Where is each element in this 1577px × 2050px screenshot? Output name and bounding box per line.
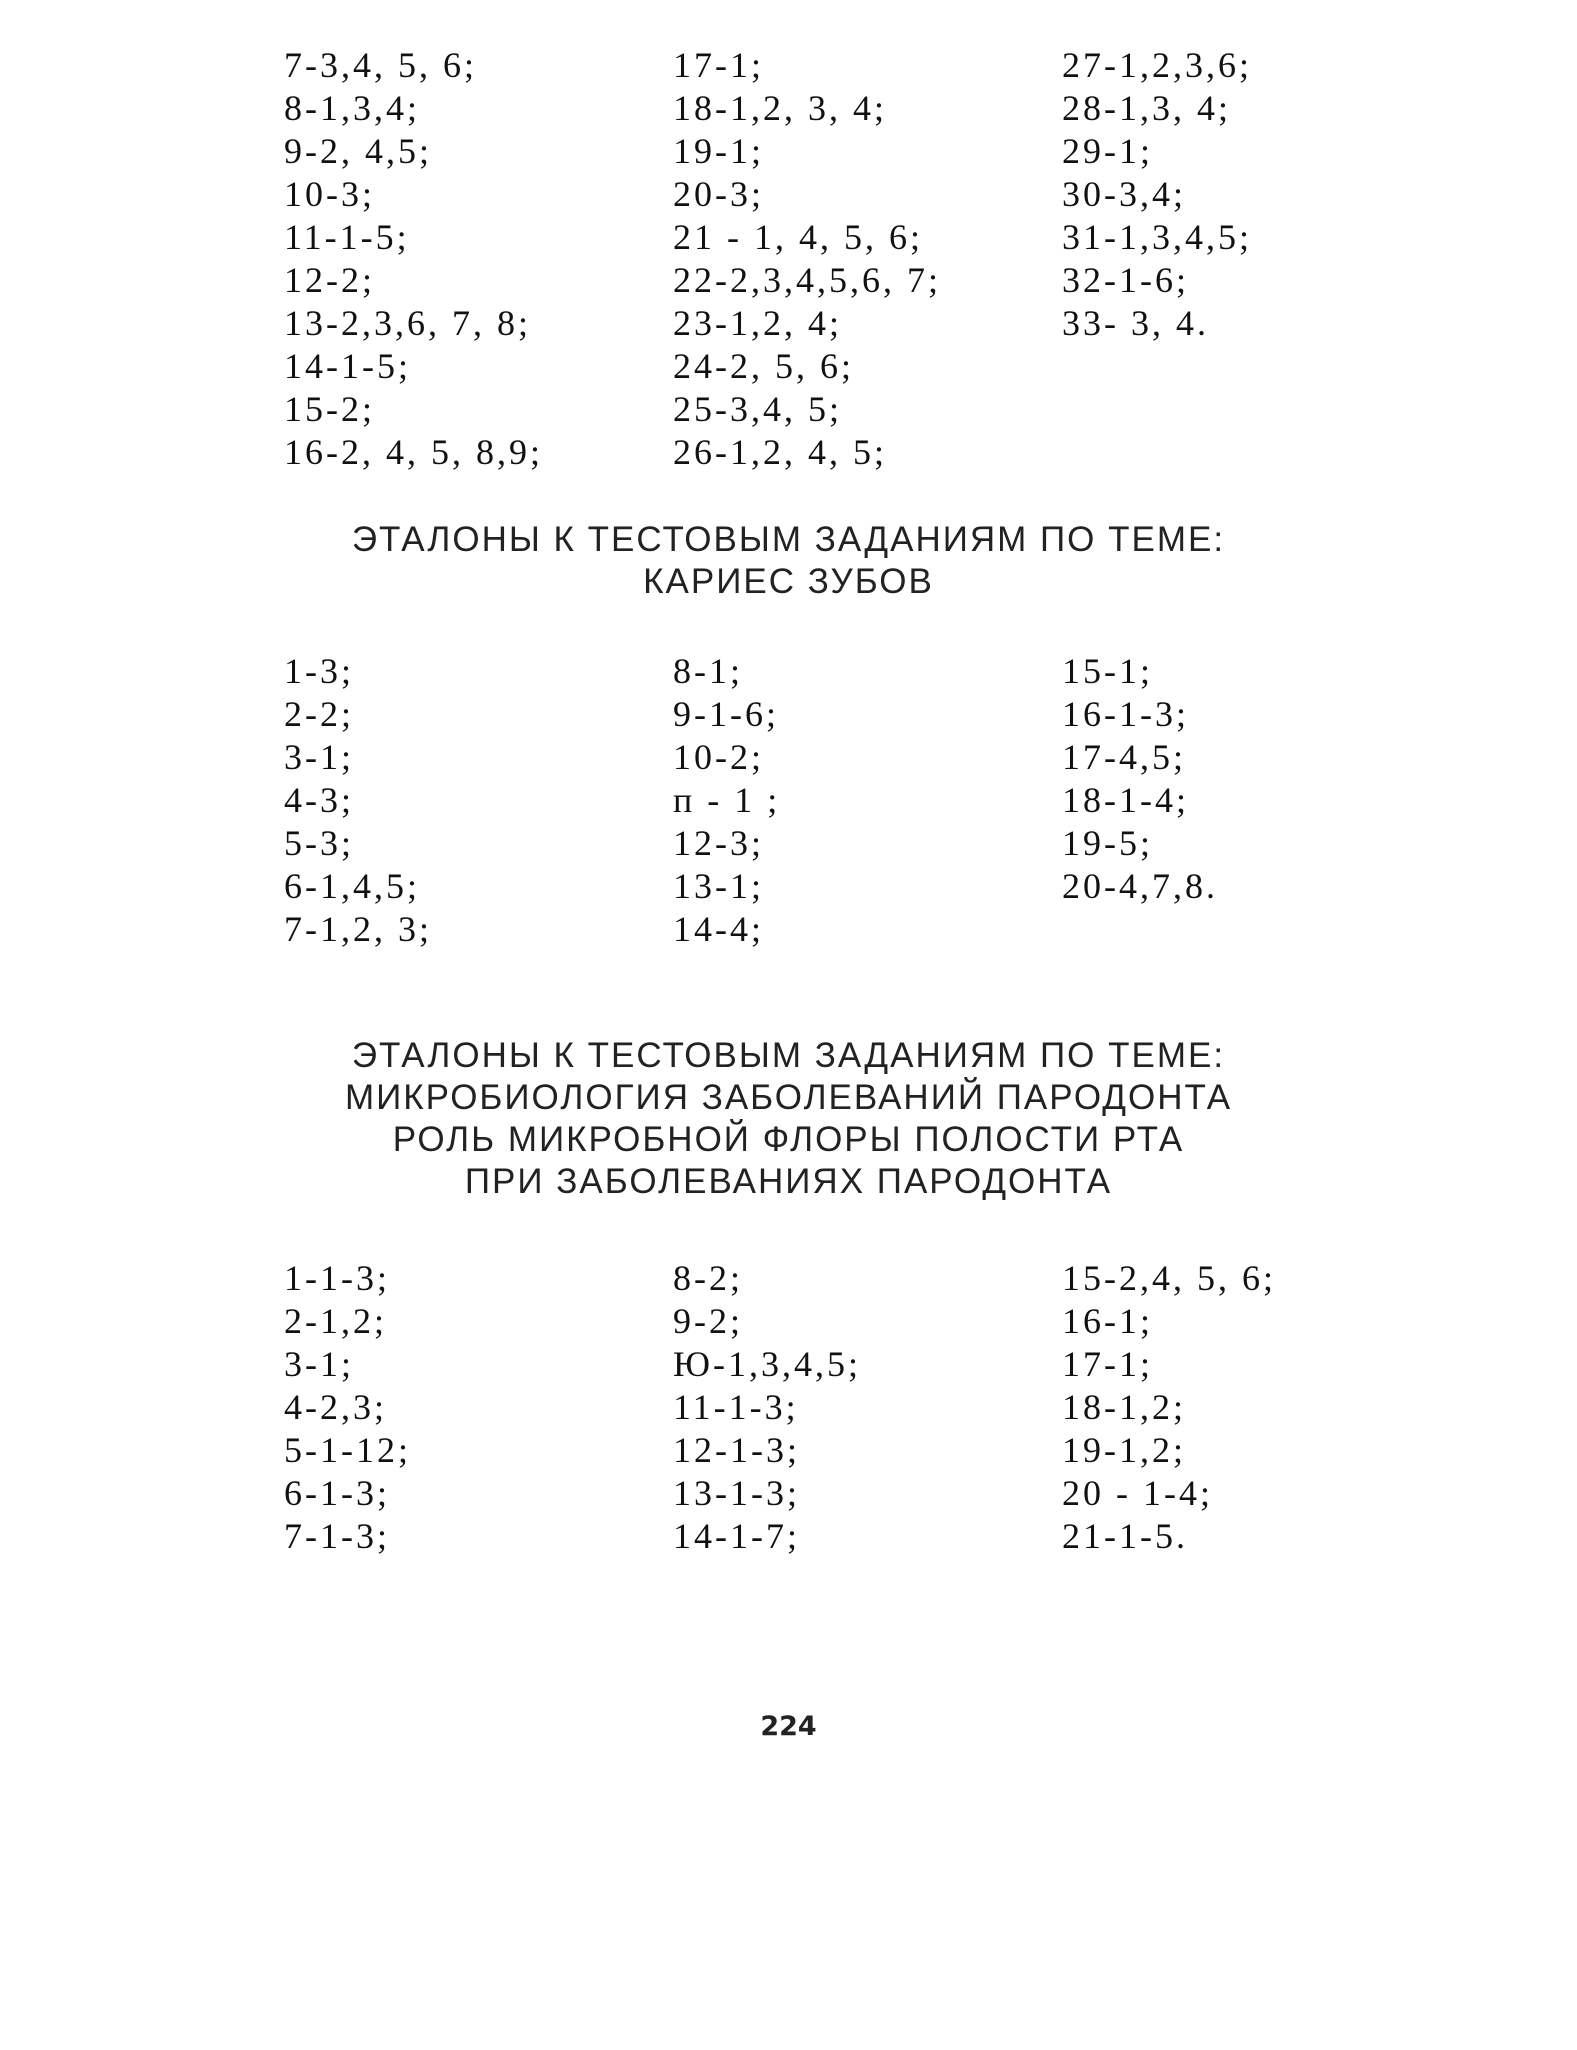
- answer-item: 19-1;: [673, 131, 764, 171]
- answer-item: 22-2,3,4,5,6, 7;: [673, 260, 941, 300]
- heading-line: ЭТАЛОНЫ К ТЕСТОВЫМ ЗАДАНИЯМ ПО ТЕМЕ:: [351, 1036, 1226, 1075]
- answer-item: 2-2;: [284, 694, 354, 734]
- heading-line: КАРИЕС ЗУБОВ: [643, 562, 934, 601]
- answer-item: 12-3;: [673, 823, 764, 863]
- answers-column-3: [1062, 44, 1252, 345]
- answers-column-3: [1062, 1257, 1276, 1558]
- answer-item: 13-1;: [673, 866, 764, 906]
- heading-line: МИКРОБИОЛОГИЯ ЗАБОЛЕВАНИЙ ПАРОДОНТА: [344, 1078, 1233, 1117]
- answer-item: 12-1-3;: [673, 1430, 800, 1470]
- answer-item: 3-1;: [284, 737, 354, 777]
- answer-item: п - 1 ;: [673, 780, 781, 820]
- answers-block-2: [0, 650, 1577, 960]
- heading-line: ПРИ ЗАБОЛЕВАНИЯХ ПАРОДОНТА: [464, 1162, 1113, 1201]
- heading-line: РОЛЬ МИКРОБНОЙ ФЛОРЫ ПОЛОСТИ РТА: [392, 1120, 1185, 1159]
- answers-column-1: [284, 44, 543, 474]
- answers-block-1: [0, 44, 1577, 484]
- answer-item: 18-1-4;: [1062, 780, 1189, 820]
- answer-item: 6-1,4,5;: [284, 866, 420, 906]
- answer-item: 9-2;: [673, 1301, 743, 1341]
- answer-item: 25-3,4, 5;: [673, 389, 842, 429]
- answer-item: 19-5;: [1062, 823, 1153, 863]
- answer-item: 4-3;: [284, 780, 354, 820]
- answer-item: 8-2;: [673, 1258, 743, 1298]
- answers-column-2: [673, 44, 941, 474]
- answer-item: 8-1,3,4;: [284, 88, 420, 128]
- answer-item: 21 - 1, 4, 5, 6;: [673, 217, 923, 257]
- answer-item: Ю-1,3,4,5;: [673, 1344, 861, 1384]
- answer-item: 30-3,4;: [1062, 174, 1186, 214]
- answers-column-1: [284, 650, 432, 951]
- answer-item: 14-1-5;: [284, 346, 411, 386]
- answer-item: 15-1;: [1062, 651, 1153, 691]
- answers-column-1: [284, 1257, 411, 1558]
- answer-item: 27-1,2,3,6;: [1062, 45, 1252, 85]
- answer-item: 9-1-6;: [673, 694, 779, 734]
- answer-item: 10-3;: [284, 174, 375, 214]
- answer-item: 7-1,2, 3;: [284, 909, 432, 949]
- answers-column-3: [1062, 650, 1218, 908]
- answers-column-2: [673, 1257, 861, 1558]
- answer-item: 17-1;: [1062, 1344, 1153, 1384]
- answers-block-3: [0, 1257, 1577, 1567]
- answer-item: 20 - 1-4;: [1062, 1473, 1213, 1513]
- heading-line: ЭТАЛОНЫ К ТЕСТОВЫМ ЗАДАНИЯМ ПО ТЕМЕ:: [351, 520, 1226, 559]
- answer-item: 11-1-3;: [673, 1387, 799, 1427]
- answer-item: 28-1,3, 4;: [1062, 88, 1231, 128]
- answer-item: 13-1-3;: [673, 1473, 800, 1513]
- answer-item: 5-3;: [284, 823, 354, 863]
- answer-item: 2-1,2;: [284, 1301, 387, 1341]
- answer-item: 17-4,5;: [1062, 737, 1186, 777]
- section-heading-caries: [0, 519, 1577, 603]
- answer-item: 1-3;: [284, 651, 354, 691]
- answer-item: 7-1-3;: [284, 1516, 390, 1556]
- answer-item: 31-1,3,4,5;: [1062, 217, 1252, 257]
- answer-item: 20-3;: [673, 174, 764, 214]
- answer-item: 32-1-6;: [1062, 260, 1189, 300]
- section-heading-periodontal-microbiology: [0, 1035, 1577, 1203]
- answer-item: 33- 3, 4.: [1062, 303, 1209, 343]
- answer-item: 6-1-3;: [284, 1473, 390, 1513]
- answer-item: 14-4;: [673, 909, 764, 949]
- answer-item: 21-1-5.: [1062, 1516, 1188, 1556]
- answer-item: 19-1,2;: [1062, 1430, 1186, 1470]
- answer-item: 1-1-3;: [284, 1258, 390, 1298]
- page-number: 224: [760, 1711, 817, 1742]
- answer-item: 12-2;: [284, 260, 375, 300]
- answer-item: 18-1,2, 3, 4;: [673, 88, 887, 128]
- answer-item: 20-4,7,8.: [1062, 866, 1218, 906]
- answer-item: 15-2,4, 5, 6;: [1062, 1258, 1276, 1298]
- answer-item: 29-1;: [1062, 131, 1153, 171]
- answer-item: 10-2;: [673, 737, 764, 777]
- answer-item: 4-2,3;: [284, 1387, 387, 1427]
- answer-item: 16-1;: [1062, 1301, 1153, 1341]
- answer-item: 23-1,2, 4;: [673, 303, 842, 343]
- answers-column-2: [673, 650, 780, 951]
- answer-item: 14-1-7;: [673, 1516, 800, 1556]
- answer-item: 11-1-5;: [284, 217, 410, 257]
- answer-item: 8-1;: [673, 651, 743, 691]
- answer-item: 26-1,2, 4, 5;: [673, 432, 887, 472]
- answer-item: 15-2;: [284, 389, 375, 429]
- answer-item: 3-1;: [284, 1344, 354, 1384]
- answer-item: 16-1-3;: [1062, 694, 1189, 734]
- answer-item: 13-2,3,6, 7, 8;: [284, 303, 531, 343]
- answer-item: 5-1-12;: [284, 1430, 411, 1470]
- answer-item: 7-3,4, 5, 6;: [284, 45, 477, 85]
- answer-item: 17-1;: [673, 45, 764, 85]
- answer-item: 16-2, 4, 5, 8,9;: [284, 432, 543, 472]
- answer-item: 9-2, 4,5;: [284, 131, 432, 171]
- answer-item: 24-2, 5, 6;: [673, 346, 854, 386]
- answer-item: 18-1,2;: [1062, 1387, 1186, 1427]
